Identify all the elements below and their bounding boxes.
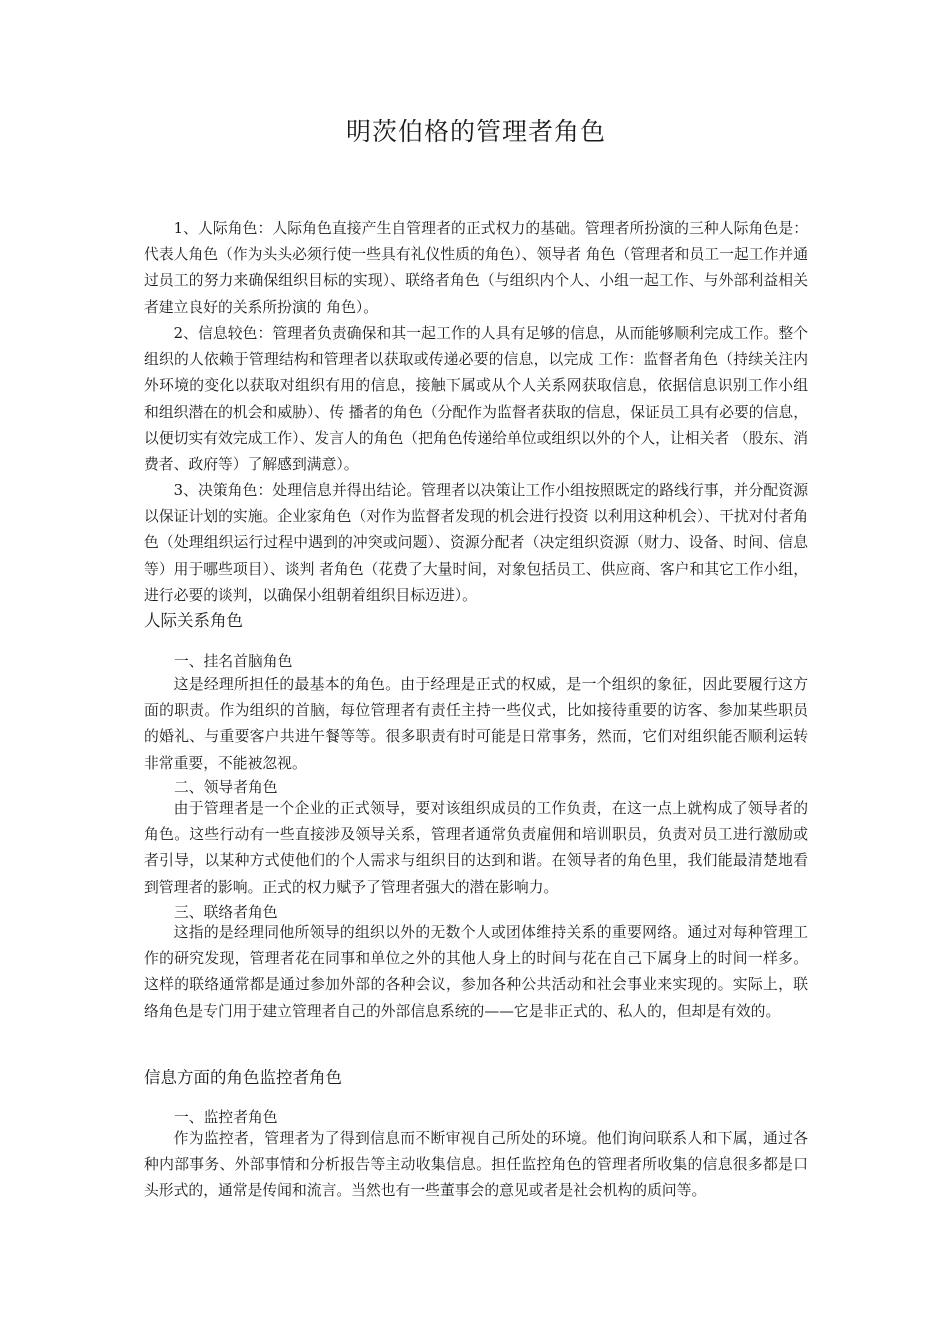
page-title: 明茨伯格的管理者角色 — [345, 117, 606, 146]
section-heading-interpersonal: 人际关系角色 — [144, 611, 243, 630]
intro-paragraph-1: 1、人际角色：人际角色直接产生自管理者的正式权力的基础。管理者所扮演的三种人际角色是：代表人角色（作为头头必须行使一些具有礼仪性质的角色）、领导者 角色（管理者和员工一起工作并通过员工的努力来确保组织目标的实现）、联络者角色（与组织内个人、小组一起工作、与外部利益相关者建立良好的关系所扮演的 角色）。 — [144, 220, 808, 316]
intro-paragraph-3: 3、决策角色：处理信息并得出结论。管理者以决策让工作小组按照既定的路线行事，并分配资源以保证计划的实施。企业家角色（对作为监督者发现的机会进行投资 以利用这种机会）、干扰对付者角色（处理组织运行过程中遇到的冲突或问题）、资源分配者（决定组织资源（财力、设备、时间、信息等）用于哪些项目）、谈判 者角色（花费了大量时间，对象包括员工、供应商、客户和其它工作小组，进行必要的谈判，以确保小组朝着组织目标迈进）。 — [144, 482, 808, 604]
section-heading-informational: 信息方面的角色监控者角色 — [144, 1068, 342, 1087]
paragraph-liaison: 这指的是经理同他所领导的组织以外的无数个人或团体维持关系的重要网络。通过对每种管理工作的研究发现，管理者花在同事和单位之外的其他人身上的时间与花在自己下属身上的时间一样多。这样的联络通常都是通过参加外部的各种会议，参加各种公共活动和社会事业来实现的。实际上，联络角色是专门用于建立管理者自己的外部信息系统的——它是非正式的、私人的，但却是有效的。 — [144, 924, 808, 1020]
paragraph-leader: 由于管理者是一个企业的正式领导，要对该组织成员的工作负责，在这一点上就构成了领导者的角色。这些行动有一些直接涉及领导关系，管理者通常负责雇佣和培训职员，负责对员工进行激励或者引导，以某种方式使他们的个人需求与组织目的达到和谐。在领导者的角色里，我们能最清楚地看到管理者的影响。正式的权力赋予了管理者强大的潜在影响力。 — [144, 800, 808, 896]
subheading-leader: 二、领导者角色 — [174, 779, 278, 796]
paragraph-monitor: 作为监控者，管理者为了得到信息而不断审视自己所处的环境。他们询问联系人和下属，通过各种内部事务、外部事情和分析报告等主动收集信息。担任监控角色的管理者所收集的信息很多都是口头形式的，通常是传闻和流言。当然也有一些董事会的意见或者是社会机构的质问等。 — [144, 1130, 808, 1200]
paragraph-figurehead: 这是经理所担任的最基本的角色。由于经理是正式的权威，是一个组织的象征，因此要履行这方面的职责。作为组织的首脑，每位管理者有责任主持一些仪式，比如接待重要的访客、参加某些职员的婚礼、与重要客户共进午餐等等。很多职责有时可能是日常事务，然而，它们对组织能否顺利运转非常重要，不能被忽视。 — [144, 676, 808, 772]
subheading-liaison: 三、联络者角色 — [174, 904, 278, 921]
intro-paragraph-2: 2、信息较色：管理者负责确保和其一起工作的人具有足够的信息，从而能够顺利完成工作。整个组织的人依赖于管理结构和管理者以获取或传递必要的信息，以完成 工作：监督者角色（持续关注内外环境的变化以获取对组织有用的信息，接触下属或从个人关系网获取信息，依据信息识别工作小组和组织潜在的机会和威胁）、传 播者的角色（分配作为监督者获取的信息，保证员工具有必要的信息，以便切实有效完成工作）、发言人的角色（把角色传递给单位或组织以外的个人，让相关者 （股东、消费者、政府等）了解感到满意）。 — [144, 325, 808, 474]
subheading-monitor: 一、监控者角色 — [174, 1109, 278, 1126]
subheading-figurehead: 一、挂名首脑角色 — [174, 653, 293, 670]
